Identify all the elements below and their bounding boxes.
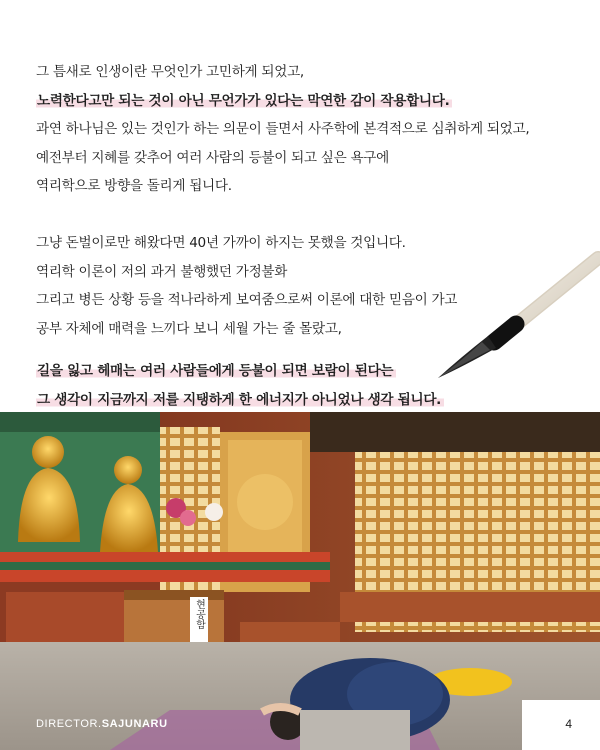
highlighted-line [36, 87, 576, 116]
highlight-text: 길을 잃고 헤매는 여러 사람들에게 등불이 되면 보람이 된다는 [36, 363, 396, 379]
highlight-text: 노력한다고만 되는 것이 아닌 무언가가 있다는 막연한 감이 작용합니다. [36, 93, 452, 109]
brand-name: SAJUNARU [101, 718, 168, 730]
paragraph-line: 공부 자체에 매력을 느끼다 보니 세월 가는 줄 몰랐고, [36, 320, 342, 337]
paragraph-line: 그리고 병든 상황 등을 적나라하게 보여줌으로써 이론에 대한 믿음이 가고 [36, 292, 458, 308]
paragraph-line: 역리학 이론이 저의 과거 불행했던 가정불화 [36, 263, 288, 280]
paragraph-line: 과연 하나님은 있는 것인가 하는 의문이 들면서 사주학에 본격적으로 심취하게 되었고, [36, 121, 530, 137]
paragraph-line: 그냥 돈벌이로만 해왔다면 40년 가까이 하지는 못했을 것입니다. [36, 235, 406, 251]
highlight-text: 그 생각이 지금까지 저를 지탱하게 한 에너지가 아니었나 생각 됩니다. [36, 392, 444, 408]
brand-prefix: DIRECTOR. [36, 718, 102, 730]
paragraph-gap [36, 201, 576, 230]
donation-box-sign: 현공함 [193, 599, 205, 629]
calligraphy-brush-icon [430, 250, 600, 390]
paragraph-line: 그 틈새로 인생이란 무엇인가 고민하게 되었고, [36, 64, 304, 80]
page-number: 4 [565, 717, 572, 731]
paragraph-line: 예전부터 지혜를 갖추어 여러 사람의 등불이 되고 싶은 욕구에 [36, 149, 389, 166]
paragraph-line: 역리학으로 방향을 돌리게 됩니다. [36, 178, 232, 194]
temple-photo [0, 412, 600, 750]
brand-logo [36, 718, 168, 730]
